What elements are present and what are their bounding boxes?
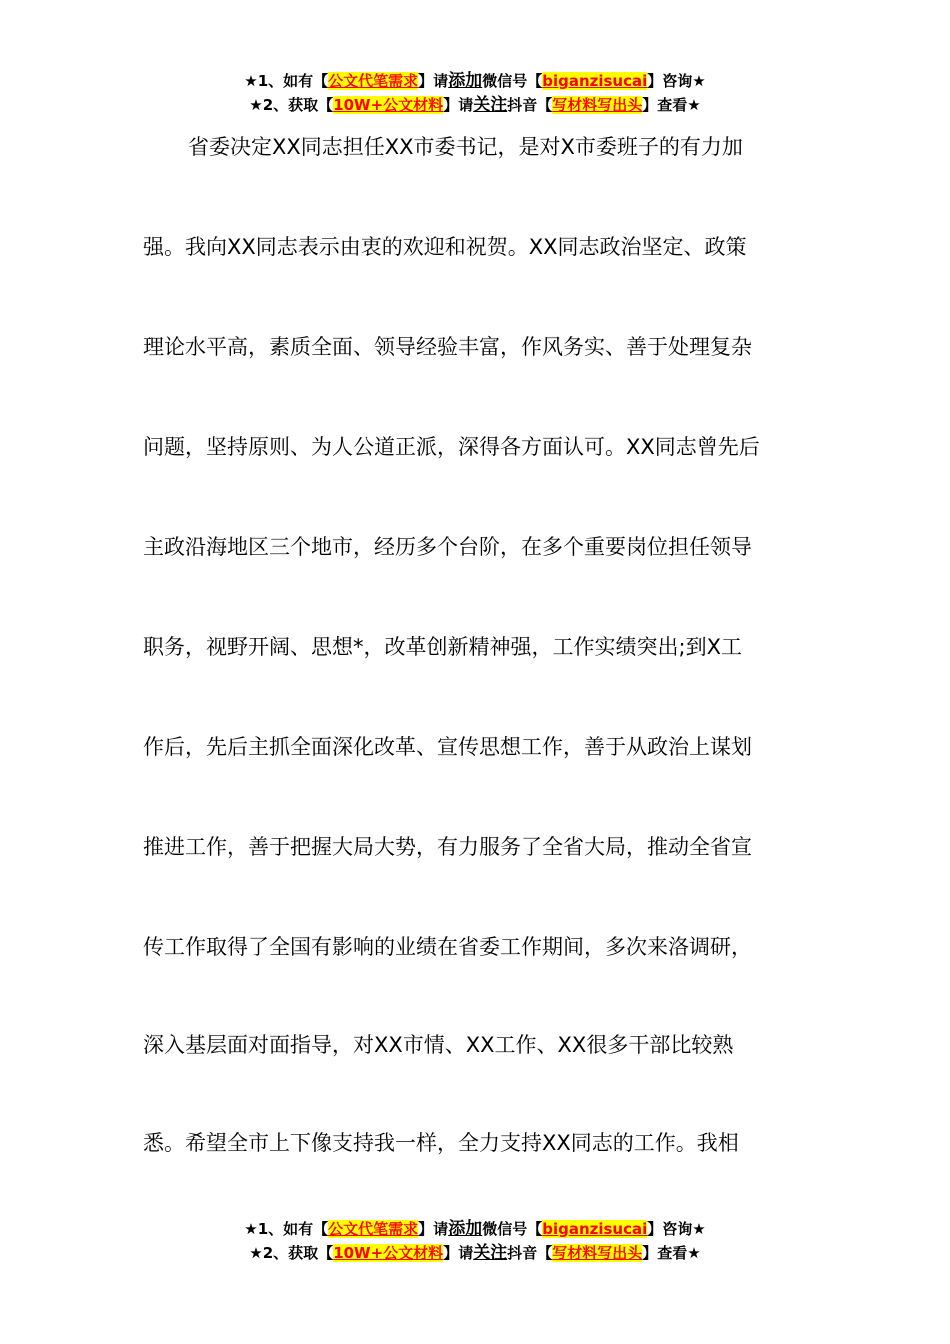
banner-text: 抖音【 (507, 1244, 553, 1262)
footer-banner (0, 1217, 950, 1265)
banner-text: 】查看★ (642, 1244, 701, 1262)
banner-line-2 (0, 93, 950, 117)
paragraph-line: 传工作取得了全国有影响的业绩在省委工作期间，多次来洛调研， (143, 935, 752, 959)
paragraph-line: 深入基层面对面指导，对XX市情、XX工作、XX很多干部比较熟 (143, 1033, 734, 1057)
banner-emphasis: 关注 (473, 1243, 508, 1263)
banner-text: ★1、如有【 (244, 1220, 329, 1238)
banner-text: ★2、获取【 (249, 96, 334, 114)
paragraph-line: 理论水平高，素质全面、领导经验丰富，作风务实、善于处理复杂 (143, 335, 752, 359)
banner-text: 微信号【 (482, 72, 543, 90)
highlight-douyin-account: 写材料写出头 (552, 96, 643, 114)
paragraph-line: 职务，视野开阔、思想*，改革创新精神强，工作实绩突出;到X工 (143, 635, 742, 659)
highlight-materials: 10W+公文材料 (333, 1244, 444, 1262)
highlight-wechat-id: biganzisucai (542, 1220, 648, 1238)
banner-text: 】请 (443, 96, 474, 114)
banner-text: 】咨询★ (647, 72, 706, 90)
banner-emphasis: 添加 (448, 1219, 483, 1239)
paragraph-line: 悉。希望全市上下像支持我一样，全力支持XX同志的工作。我相 (143, 1131, 739, 1155)
banner-line-1 (0, 1217, 950, 1241)
banner-text: 】请 (418, 1220, 449, 1238)
banner-text: ★2、获取【 (249, 1244, 334, 1262)
paragraph-line: 推进工作，善于把握大局大势，有力服务了全省大局，推动全省宣 (143, 835, 752, 859)
paragraph-line: 主政沿海地区三个地市，经历多个台阶，在多个重要岗位担任领导 (143, 535, 752, 559)
paragraph-line: 作后，先后主抓全面深化改革、宣传思想工作，善于从政治上谋划 (143, 735, 752, 759)
paragraph-line: 强。我向XX同志表示由衷的欢迎和祝贺。XX同志政治坚定、政策 (143, 235, 747, 259)
banner-text: 抖音【 (507, 96, 553, 114)
banner-line-1 (0, 69, 950, 93)
paragraph-line: 省委决定XX同志担任XX市委书记，是对X市委班子的有力加 (188, 135, 743, 159)
highlight-service: 公文代笔需求 (328, 72, 419, 90)
banner-emphasis: 关注 (473, 95, 508, 115)
banner-text: 】请 (418, 72, 449, 90)
banner-text: 】咨询★ (647, 1220, 706, 1238)
banner-text: 微信号【 (482, 1220, 543, 1238)
banner-emphasis: 添加 (448, 71, 483, 91)
banner-text: ★1、如有【 (244, 72, 329, 90)
highlight-douyin-account: 写材料写出头 (552, 1244, 643, 1262)
banner-text: 】查看★ (642, 96, 701, 114)
banner-line-2 (0, 1241, 950, 1265)
banner-text: 】请 (443, 1244, 474, 1262)
highlight-wechat-id: biganzisucai (542, 72, 648, 90)
highlight-service: 公文代笔需求 (328, 1220, 419, 1238)
header-banner (0, 69, 950, 117)
paragraph-line: 问题，坚持原则、为人公道正派，深得各方面认可。XX同志曾先后 (143, 435, 760, 459)
highlight-materials: 10W+公文材料 (333, 96, 444, 114)
